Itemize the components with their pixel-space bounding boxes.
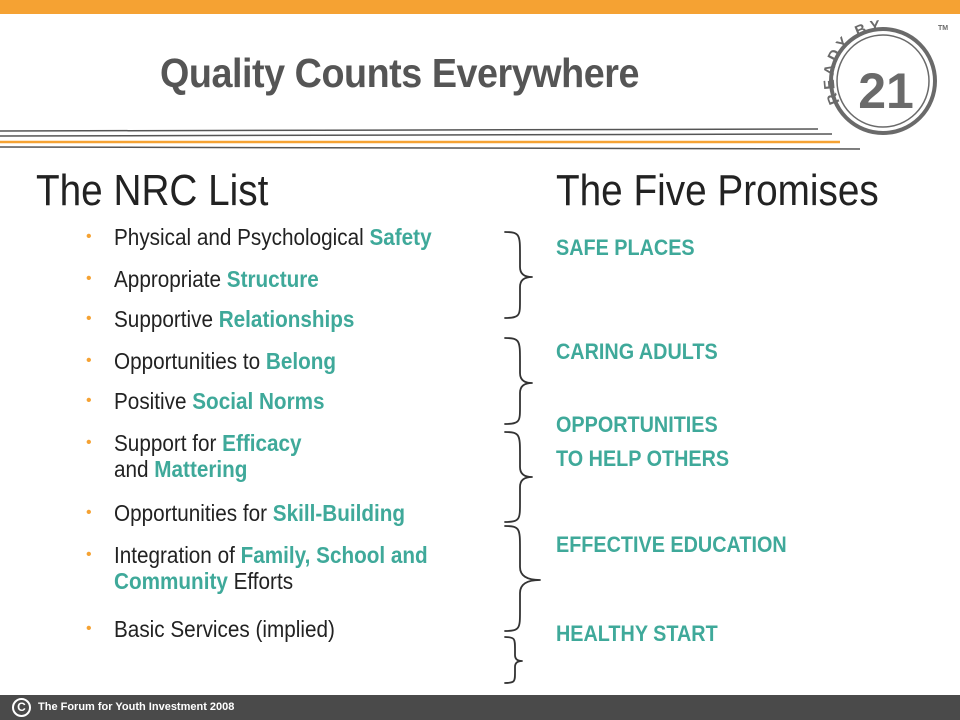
nrc-list-item xyxy=(86,266,342,292)
ready-by-21-logo xyxy=(818,14,948,144)
nrc-item-text: Basic Services (implied) xyxy=(114,616,335,642)
nrc-list-item xyxy=(86,430,322,482)
title-underline-rules xyxy=(0,128,860,158)
nrc-item-text: Opportunities to xyxy=(114,348,266,374)
bullet-icon: • xyxy=(86,310,92,327)
nrc-item-line xyxy=(114,568,463,594)
promise-safe-places: SAFE PLACES xyxy=(556,235,695,260)
five-promises-heading: The Five Promises xyxy=(556,166,879,215)
nrc-highlight-term: Efficacy xyxy=(222,430,302,456)
promise-effective-education: EFFECTIVE EDUCATION xyxy=(556,532,787,557)
bullet-icon: • xyxy=(86,270,92,287)
nrc-list-item xyxy=(86,616,359,642)
logo-number: 21 xyxy=(858,63,914,119)
nrc-highlight-term: Belong xyxy=(265,348,337,374)
nrc-item-line xyxy=(114,388,348,414)
nrc-item-text: and xyxy=(114,456,155,482)
bullet-icon: • xyxy=(86,352,92,369)
nrc-item-text: Support for xyxy=(114,430,223,456)
nrc-item-line xyxy=(114,224,467,250)
nrc-item-text: Supportive xyxy=(114,306,219,332)
nrc-item-line xyxy=(114,306,381,332)
nrc-item-line xyxy=(114,500,437,526)
nrc-highlight-term: Structure xyxy=(226,266,319,292)
promise-to-help-others: TO HELP OTHERS xyxy=(556,446,730,471)
promise-opportunities: OPPORTUNITIES xyxy=(556,412,718,437)
nrc-item-line xyxy=(114,456,322,482)
slide-title: Quality Counts Everywhere xyxy=(160,50,640,96)
grouping-braces xyxy=(500,225,560,695)
copyright-icon: C xyxy=(12,698,31,717)
nrc-item-line xyxy=(114,266,342,292)
nrc-item-text: Positive xyxy=(114,388,193,414)
nrc-item-text: Efforts xyxy=(227,568,294,594)
logo-trademark: TM xyxy=(938,25,948,32)
nrc-list-item xyxy=(86,388,348,414)
nrc-list-item xyxy=(86,542,463,594)
promise-healthy-start: HEALTHY START xyxy=(556,621,718,646)
nrc-highlight-term: Family, School and xyxy=(240,542,428,568)
logo-ready-by-text: READY BY xyxy=(820,17,884,108)
nrc-list-item xyxy=(86,500,437,526)
nrc-item-line xyxy=(114,616,359,642)
nrc-highlight-term: Relationships xyxy=(218,306,355,332)
bullet-icon: • xyxy=(86,546,92,563)
top-accent-bar xyxy=(0,0,960,14)
nrc-item-text: Physical and Psychological xyxy=(114,224,370,250)
bullet-icon: • xyxy=(86,228,92,245)
nrc-item-text: Appropriate xyxy=(114,266,227,292)
nrc-item-line xyxy=(114,430,322,456)
nrc-list-item xyxy=(86,348,361,374)
nrc-highlight-term: Social Norms xyxy=(192,388,325,414)
nrc-item-line xyxy=(114,348,361,374)
nrc-list-heading: The NRC List xyxy=(36,166,269,215)
nrc-list-item xyxy=(86,306,381,332)
bullet-icon: • xyxy=(86,620,92,637)
nrc-item-line xyxy=(114,542,463,568)
nrc-item-text: Opportunities for xyxy=(114,500,273,526)
promise-caring-adults: CARING ADULTS xyxy=(556,339,718,364)
nrc-highlight-term: Skill-Building xyxy=(272,500,406,526)
bullet-icon: • xyxy=(86,392,92,409)
nrc-item-text: Integration of xyxy=(114,542,241,568)
bullet-icon: • xyxy=(86,434,92,451)
nrc-highlight-term: Safety xyxy=(369,224,432,250)
bullet-icon: • xyxy=(86,504,92,521)
footer-bar xyxy=(0,695,960,720)
nrc-highlight-term: Community xyxy=(114,568,228,594)
footer-copyright-text: The Forum for Youth Investment 2008 xyxy=(38,701,235,713)
nrc-list-item xyxy=(86,224,467,250)
nrc-highlight-term: Mattering xyxy=(154,456,248,482)
